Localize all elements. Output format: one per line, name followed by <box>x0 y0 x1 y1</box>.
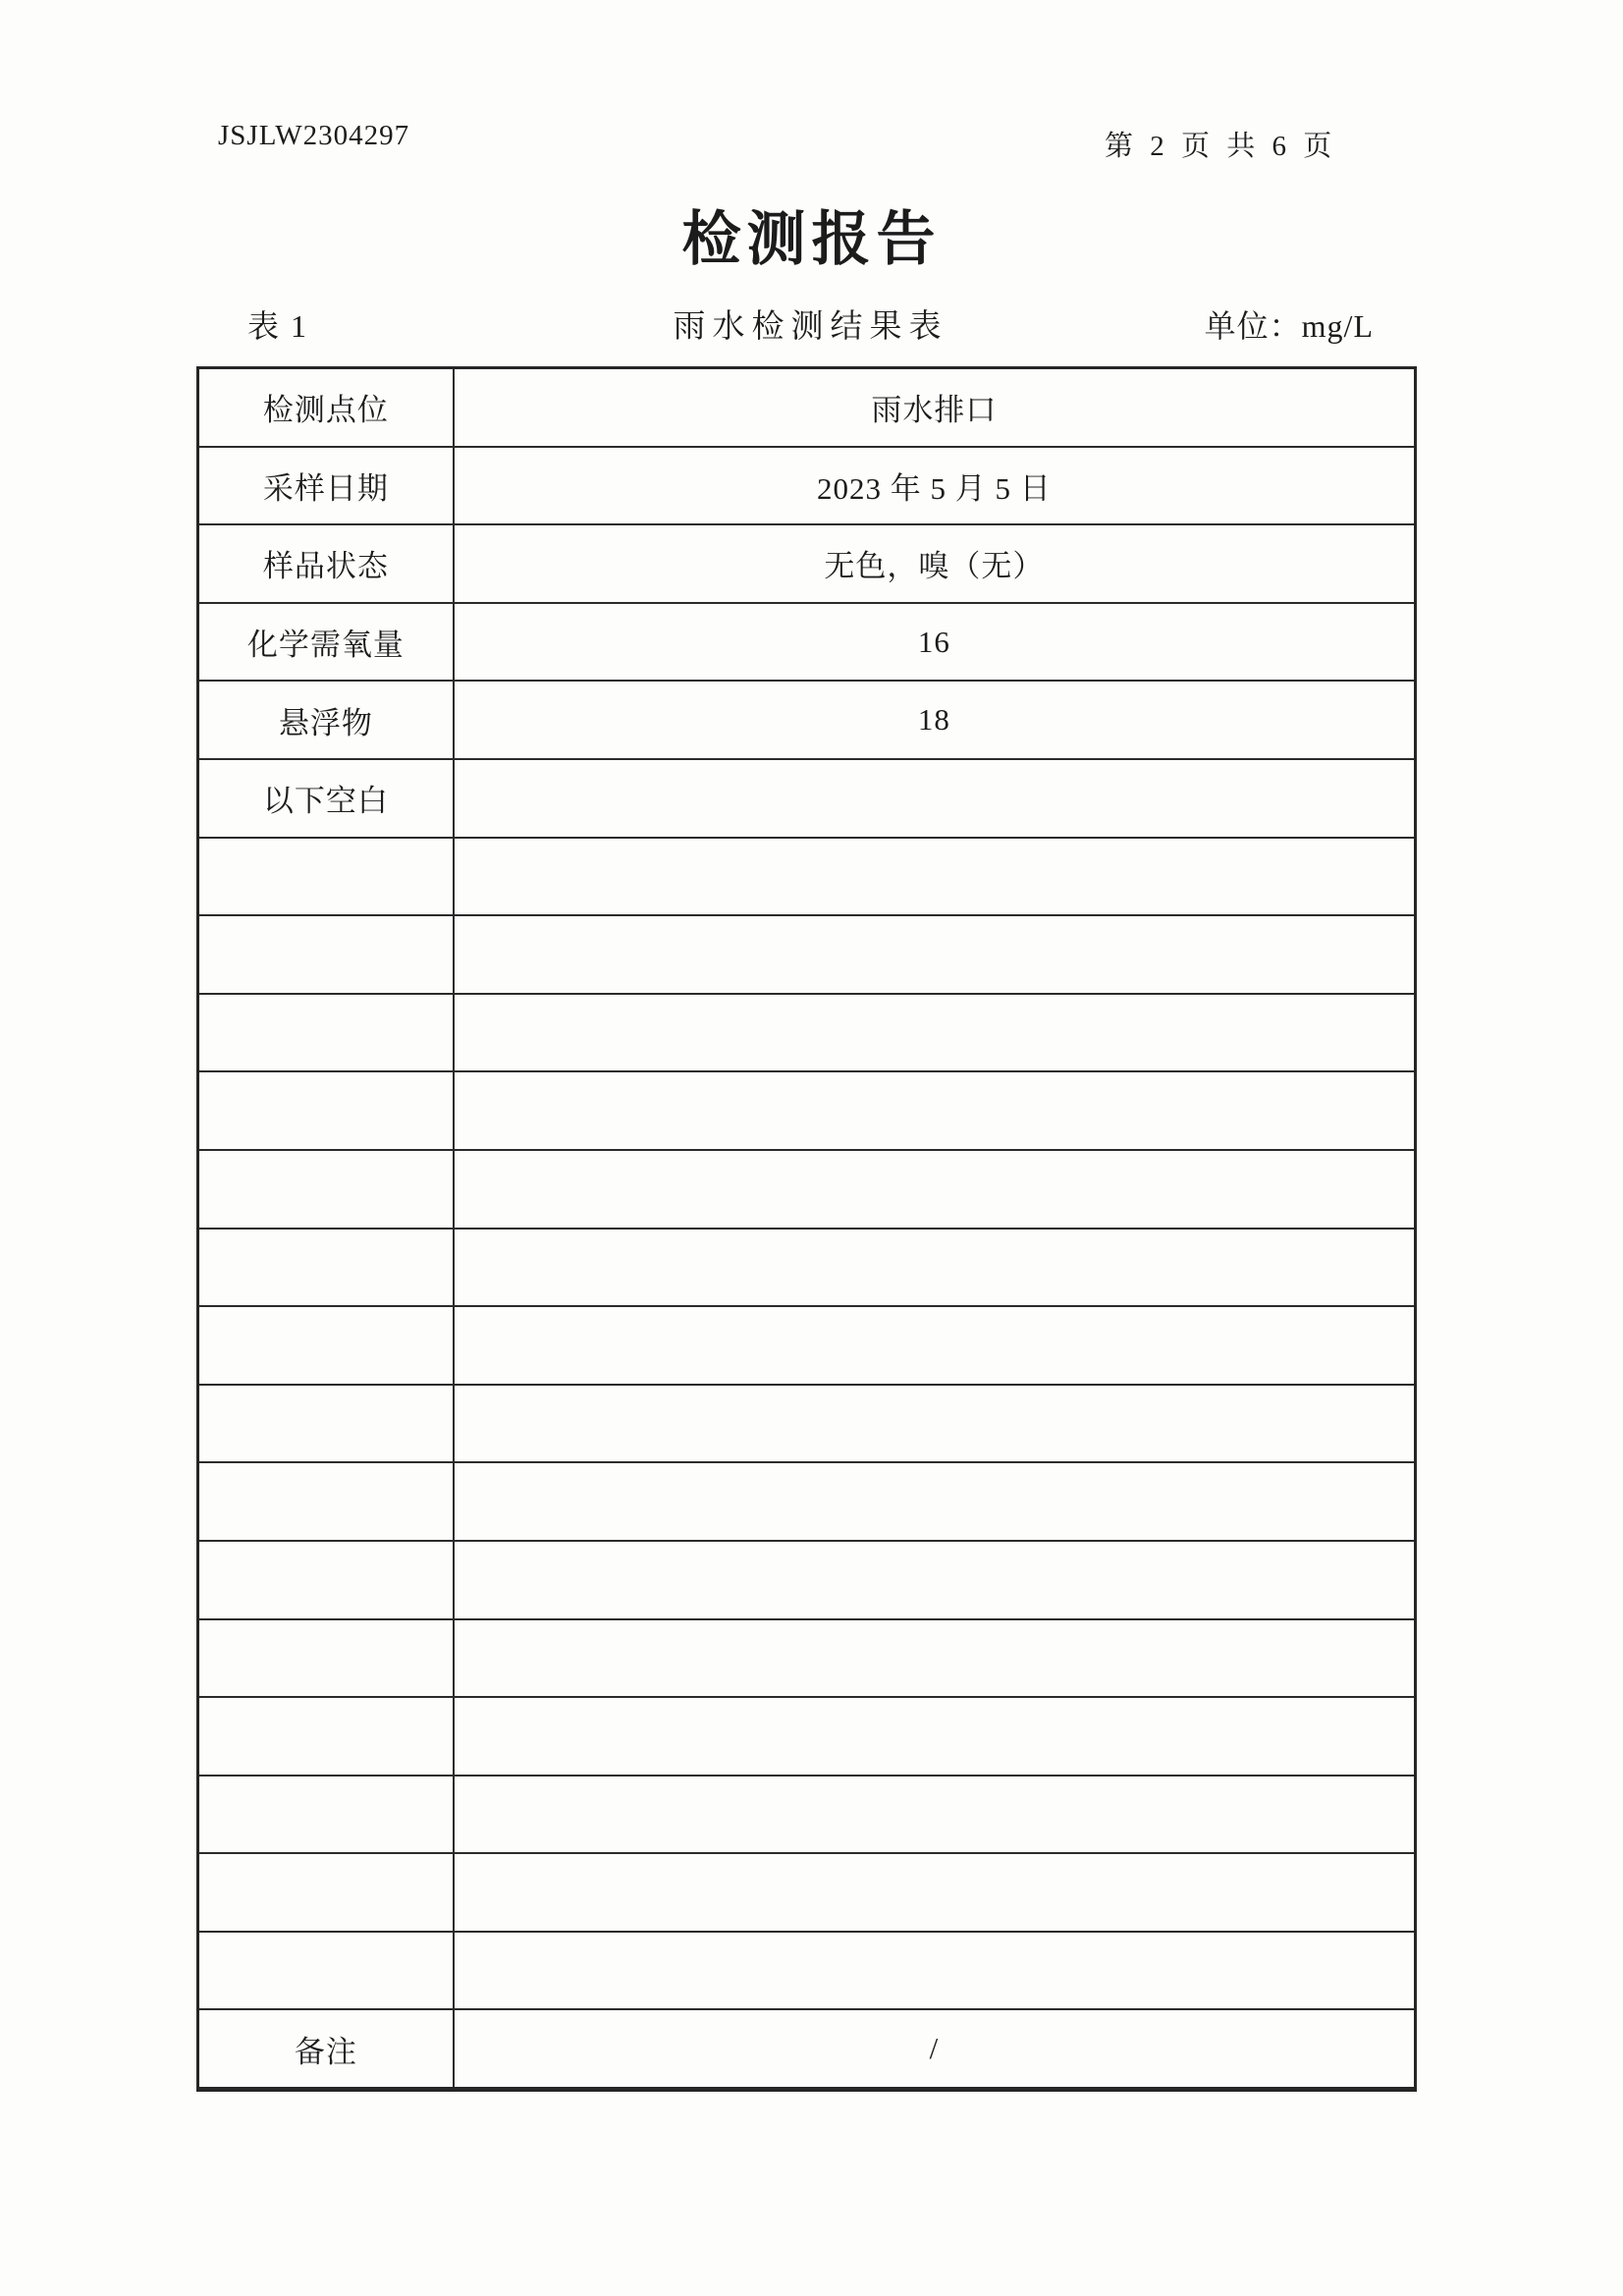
report-number: JSJLW2304297 <box>218 120 410 151</box>
row-value: 无色，嗅（无） <box>824 549 1045 584</box>
table-row <box>199 1931 1414 2009</box>
table-row <box>199 446 1414 524</box>
row-label: 检测点位 <box>199 369 455 446</box>
row-label <box>199 1777 455 1853</box>
table-row <box>199 1618 1414 1697</box>
row-value: 16 <box>917 624 950 659</box>
row-value <box>455 1777 1414 1853</box>
row-value <box>455 1230 1414 1306</box>
table-label: 表 1 <box>247 308 309 344</box>
row-value <box>455 1933 1414 2009</box>
row-label <box>199 1620 455 1697</box>
row-value: 2023 年 5 月 5 日 <box>817 470 1052 506</box>
row-label <box>199 1151 455 1228</box>
row-label <box>199 1230 455 1306</box>
row-label <box>199 1463 455 1540</box>
table-row <box>199 1775 1414 1853</box>
row-label <box>199 839 455 915</box>
table-row <box>199 1305 1414 1384</box>
row-label: 以下空白 <box>199 760 455 837</box>
unit-label: 单位：mg/L <box>1204 308 1374 344</box>
row-value <box>455 1072 1414 1149</box>
row-label: 采样日期 <box>199 448 455 524</box>
table-row <box>199 1852 1414 1931</box>
row-value <box>455 1151 1414 1228</box>
row-value <box>455 916 1414 993</box>
table-row <box>199 602 1414 681</box>
row-value <box>455 1386 1414 1462</box>
table-caption <box>196 301 1417 347</box>
table-row <box>199 1384 1414 1462</box>
table-row <box>199 369 1414 446</box>
page-number: 第 2 页 共 6 页 <box>1105 131 1337 162</box>
row-label <box>199 1386 455 1462</box>
row-label <box>199 995 455 1071</box>
row-value <box>455 839 1414 915</box>
row-value <box>455 1463 1414 1540</box>
row-label: 备注 <box>199 2010 455 2087</box>
row-label: 化学需氧量 <box>199 604 455 681</box>
row-value: 雨水排口 <box>871 393 998 428</box>
table-row <box>199 1228 1414 1306</box>
row-label <box>199 1698 455 1775</box>
table-row <box>199 993 1414 1071</box>
table-row <box>199 1149 1414 1228</box>
report-title: 检测报告 <box>681 207 942 272</box>
results-table <box>196 366 1417 2092</box>
row-value <box>455 1698 1414 1775</box>
row-label: 悬浮物 <box>199 682 455 758</box>
table-row <box>199 680 1414 758</box>
table-row <box>199 1696 1414 1775</box>
row-value: / <box>929 2031 940 2066</box>
row-value <box>455 995 1414 1071</box>
row-value <box>455 760 1414 837</box>
table-row <box>199 914 1414 993</box>
row-label <box>199 1307 455 1384</box>
table-row <box>199 2008 1414 2087</box>
row-value <box>455 1542 1414 1618</box>
row-label <box>199 916 455 993</box>
table-title: 雨水检测结果表 <box>673 309 948 345</box>
row-label <box>199 1854 455 1931</box>
table-row <box>199 1461 1414 1540</box>
row-value <box>455 1307 1414 1384</box>
table-row <box>199 1540 1414 1618</box>
table-row <box>199 523 1414 602</box>
row-value <box>455 1854 1414 1931</box>
row-value <box>455 1620 1414 1697</box>
row-label <box>199 1542 455 1618</box>
row-label <box>199 1933 455 2009</box>
table-row <box>199 1070 1414 1149</box>
row-value: 18 <box>917 702 950 738</box>
table-row <box>199 837 1414 915</box>
row-label <box>199 1072 455 1149</box>
row-label: 样品状态 <box>199 525 455 602</box>
table-row <box>199 758 1414 837</box>
